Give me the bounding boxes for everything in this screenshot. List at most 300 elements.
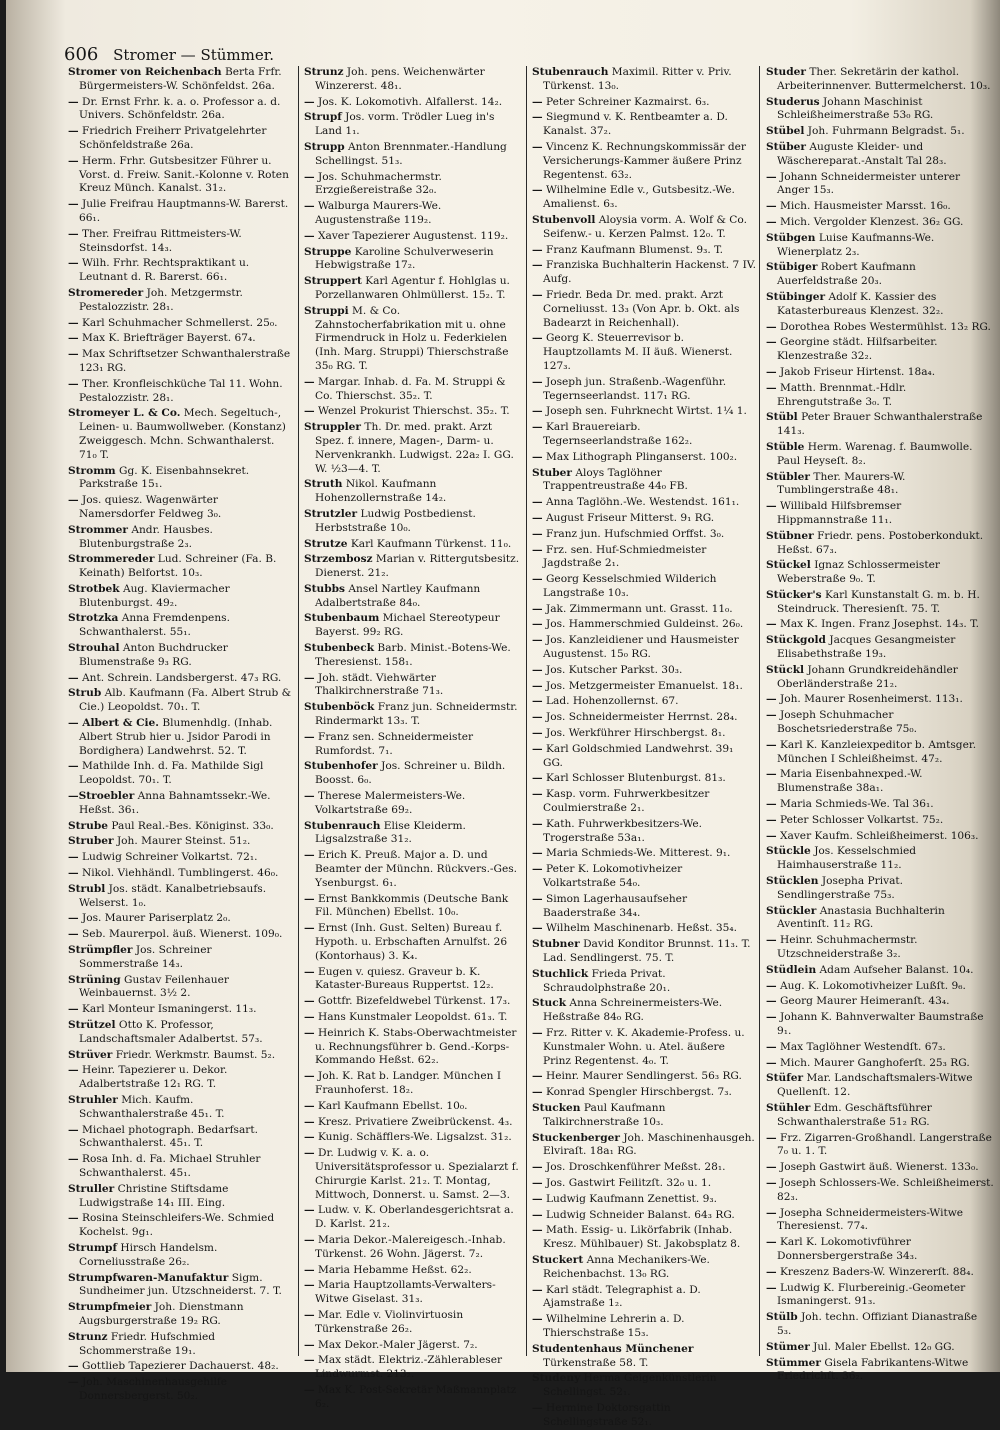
entry-details: Friedrich Freiherr Privatgelehrter Schönfeldstraße 26a. (79, 125, 267, 151)
directory-entry (532, 1086, 756, 1100)
entry-name: — (304, 922, 315, 935)
entry-name: — (304, 995, 315, 1008)
directory-entry (68, 1242, 292, 1270)
directory-entry (304, 583, 522, 611)
directory-entry (68, 1153, 292, 1181)
directory-entry (532, 259, 756, 287)
entry-details: Karl Schlosser Blutenburgst. 81₃. (545, 772, 726, 785)
entry-details: Joh. Maschinenhausgeh. Elviraſt. 18a₁ RG. (543, 1131, 755, 1158)
entry-details: Aug. Klaviermacher Blutenburgst. 49₂. (79, 582, 230, 609)
entry-name: — (532, 892, 543, 905)
entry-details: Wilhelmine Lehrerin a. D. Thierschstraße 15₃. (543, 1313, 685, 1339)
entry-name: — (766, 1011, 777, 1024)
entry-details: Joseph Gastwirt äuß. Wienerst. 133₀. (779, 1161, 979, 1174)
entry-details: Jos. Gastwirt Feilitzſt. 32₀ u. 1. (545, 1176, 712, 1189)
entry-name: — (766, 798, 777, 811)
directory-entry (68, 974, 292, 1002)
directory-entry (766, 964, 994, 978)
entry-details: Michael Stereotypeur Bayerst. 99₂ RG. (315, 612, 500, 639)
directory-entry (68, 66, 292, 94)
directory-entry (304, 1100, 522, 1114)
entry-name: — (532, 1401, 543, 1414)
entry-name: Strützel (68, 1019, 116, 1031)
directory-entry (304, 1116, 522, 1130)
entry-name: — (532, 863, 543, 876)
column-divider (759, 66, 760, 1356)
entry-details: Ludwig Schreiner Volkartst. 72₁. (81, 851, 258, 864)
entry-name: — (68, 1360, 79, 1373)
column-1 (68, 66, 292, 1402)
directory-entry (68, 378, 292, 406)
directory-entry (532, 634, 756, 662)
directory-entry (532, 289, 756, 330)
entry-details: Lud. Schreiner (Fa. B. Keinath) Belfortst. 10₃. (79, 553, 277, 580)
directory-page (6, 0, 1000, 1428)
entry-details: Anna Bahnamtssekr.-We. Heßst. 36₁. (79, 790, 271, 816)
entry-name: Strotzka (68, 612, 119, 625)
entry-details: Georg K. Steuerrevisor b. Hauptzollamts M. II äuß. Wienerst. 127₃. (543, 332, 733, 372)
entry-name: — (304, 1308, 315, 1321)
directory-entry (532, 451, 756, 465)
directory-entry (766, 66, 994, 94)
entry-details: Heinrich K. Stabs-Oberwachtmeister u. Rechnungsführer b. Gend.-Korps-Kommando Heßst. 62₂. (315, 1026, 517, 1067)
directory-entry (766, 814, 994, 828)
directory-entry (304, 275, 522, 303)
directory-entry (532, 818, 756, 846)
entry-name: — (532, 1224, 543, 1237)
directory-entry (766, 830, 994, 844)
directory-entry (532, 214, 756, 242)
entry-name: Strzembosz (304, 553, 373, 566)
entry-details: Jos. Schneidermeister Herrnst. 28₄. (545, 711, 738, 724)
entry-name: — (304, 1099, 315, 1112)
entry-name: Strüver (68, 1048, 113, 1061)
entry-details: Anna Mechanikers-We. Reichenbachst. 13₀ RG. (543, 1253, 710, 1280)
entry-name: Strutze (304, 537, 348, 550)
directory-entry (766, 382, 994, 410)
entry-name: — (304, 95, 315, 108)
entry-name: Stubbs (304, 582, 346, 595)
entry-name: — (532, 140, 543, 153)
entry-name: — (68, 760, 79, 773)
entry-details: Friedr. Werkmstr. Baumst. 5₂. (115, 1048, 276, 1061)
directory-entry (304, 612, 522, 640)
entry-name: Strumpf (68, 1241, 118, 1254)
entry-name: — (766, 200, 777, 213)
entry-details: Karl Kaufmann Ebellst. 10₀. (317, 1099, 468, 1112)
directory-entry (532, 244, 756, 258)
directory-entry (304, 1309, 522, 1337)
entry-details: Karl Kunstanstalt G. m. b. H. Steindruck. Theresienſt. 75. T. (777, 588, 980, 615)
directory-entry (304, 1027, 522, 1068)
entry-details: Dorothea Robes Westermühlst. 13₂ RG. (779, 320, 991, 333)
column-3 (532, 66, 756, 1428)
entry-details: Jak. Zimmermann unt. Grasst. 11₀. (545, 602, 733, 615)
entry-details: Max Lithograph Plinganserst. 100₂. (545, 450, 738, 463)
directory-entry (304, 478, 522, 506)
directory-entry (766, 200, 994, 214)
entry-name: — (766, 1056, 777, 1069)
entry-name: — (766, 995, 777, 1008)
entry-name: — (532, 634, 543, 647)
directory-entry (532, 711, 756, 725)
directory-entry (68, 553, 292, 581)
entry-name: — (532, 375, 543, 388)
entry-name: — (766, 709, 777, 722)
column-2 (304, 66, 522, 1410)
directory-entry (68, 1003, 292, 1017)
directory-entry (304, 421, 522, 476)
entry-details: Joh. K. Rat b. Landger. München I Fraunhoferst. 18₂. (315, 1070, 502, 1096)
entry-name: Studentenhaus Münchener (532, 1342, 694, 1355)
directory-entry (532, 141, 756, 182)
entry-details: Blumenhdlg. (Inhab. Albert Strub hier u. Jsidor Parodi in Bordighera) Landwehrst. 52. T. (79, 717, 273, 757)
directory-entry (766, 1207, 994, 1235)
directory-entry (68, 717, 292, 758)
entry-name: Stüdlein (766, 963, 817, 976)
entry-name: Stucken (532, 1101, 581, 1114)
entry-name: — (532, 1176, 543, 1189)
directory-entry (766, 96, 994, 124)
entry-details: Maria Hebamme Heßst. 62₂. (317, 1263, 472, 1276)
directory-entry (68, 790, 292, 818)
entry-details: Franz jun. Schneidermstr. Rindermarkt 13₃. T. (315, 701, 518, 728)
entry-name: — (766, 1131, 777, 1144)
entry-details: Karoline Schulverweserin Hebwigstraße 17₂. (315, 245, 494, 272)
entry-details: Ther. Kronfleischküche Tal 11. Wohn. Pestalozzistr. 28₁. (79, 377, 283, 404)
directory-entry (304, 731, 522, 759)
entry-details: Wenzel Prokurist Thierschst. 35₂. T. (317, 405, 510, 418)
entry-name: — (532, 711, 543, 724)
entry-name: Studer (766, 66, 806, 78)
entry-details: Christine Stiftsdame Ludwigstraße 14₁ III. Eing. (79, 1182, 229, 1209)
entry-details: Peter Schreiner Kazmairst. 6₃. (545, 95, 710, 108)
entry-details: August Friseur Mitterst. 9₁ RG. (545, 511, 715, 524)
directory-entry (532, 743, 756, 771)
directory-entry (68, 612, 292, 640)
entry-name: — (532, 1313, 543, 1326)
entry-name: — (532, 663, 543, 676)
directory-entry (304, 66, 522, 94)
entry-name: — (68, 494, 79, 507)
directory-entry (766, 336, 994, 364)
directory-entry (766, 1282, 994, 1310)
entry-details: Gisela Fabrikantens-Witwe Friedrichſt. 36₂. (777, 1356, 969, 1383)
entry-details: Franziska Buchhalterin Hackenst. 7 IV. Aufg. (543, 259, 756, 286)
directory-entry (766, 1266, 994, 1280)
directory-entry (304, 538, 522, 552)
directory-entry (304, 1131, 522, 1145)
directory-entry (304, 1279, 522, 1307)
entry-details: Jos. Schreiner Sommerstraße 14₃. (79, 944, 212, 970)
directory-entry (532, 1070, 756, 1084)
entry-name: — (532, 1027, 543, 1039)
directory-entry (532, 332, 756, 373)
entry-details: Heinr. Schuhmachermstr. Utzschneiderstraße 3₂. (777, 934, 918, 961)
directory-entry (766, 693, 994, 707)
entry-name: Strommereder (68, 553, 155, 566)
directory-entry (766, 875, 994, 903)
entry-details: Jos. Kesselschmied Haimhauserstraße 11₂. (777, 845, 917, 872)
entry-name: — (766, 768, 777, 781)
directory-entry (532, 1284, 756, 1312)
entry-name: Stümmer (766, 1356, 821, 1369)
directory-entry (304, 246, 522, 274)
directory-entry (532, 727, 756, 741)
entry-name: — (532, 727, 543, 740)
page-header (64, 44, 274, 65)
entry-details: Joh. städt. Viehwärter Thalkirchnerstraße 71₃. (315, 671, 444, 698)
entry-details: Anastasia Buchhalterin Aventinſt. 11₂ RG. (777, 904, 945, 931)
directory-entry (68, 524, 292, 552)
entry-name: Struppler (304, 421, 361, 434)
entry-details: Johann Maschinist Schleißheimerstraße 53₀ RG. (777, 95, 934, 122)
entry-name: Stückgold (766, 634, 826, 647)
entry-name: Stuckert (532, 1253, 584, 1266)
entry-details: Auguste Kleider- und Wäschereparat.-Anstalt Tal 28₃. (777, 140, 947, 167)
entry-name: — (304, 375, 315, 388)
entry-name: — (304, 1115, 315, 1128)
directory-entry (304, 200, 522, 228)
entry-details: Mar. Edle v. Violinvirtuosin Türkenstraße 26₂. (315, 1308, 464, 1335)
entry-details: Maria Schmieds-We. Tal 36₁. (779, 798, 934, 811)
directory-entry (766, 618, 994, 632)
entry-details: Walburga Maurers-We. Augustenstraße 119₂. (315, 200, 442, 226)
directory-entry (304, 922, 522, 963)
entry-name: — (766, 1206, 777, 1219)
entry-details: Georg Maurer Heimeranſt. 43₄. (779, 995, 950, 1008)
entry-name: Stromereder (68, 286, 144, 299)
entry-details: Nikol. Kaufmann Hohenzollernstraße 14₂. (315, 478, 447, 505)
entry-name: Stübner (766, 529, 814, 542)
entry-details: Konrad Spengler Hirschbergst. 7₃. (545, 1086, 732, 1099)
entry-details: Joh. Maurer Rosenheimerst. 113₁. (779, 693, 963, 706)
entry-name: — (532, 111, 543, 124)
entry-details: Gustav Feilenhauer Weinbauernst. 3½ 2. (79, 973, 229, 1000)
entry-details: Mar. Landschaftsmalers-Witwe Quellenſt. 12. (777, 1072, 973, 1099)
entry-details: Karl K. Lokomotivführer Donnersbergerstraße 34₃. (777, 1236, 918, 1262)
directory-entry (68, 287, 292, 315)
directory-entry (68, 1064, 292, 1092)
entry-name: — (68, 1212, 79, 1225)
entry-name: — (532, 679, 543, 692)
entry-name: — (532, 332, 543, 345)
entry-details: Jos. städt. Kanalbetriebsaufs. Welserst. 1₀. (79, 882, 267, 909)
entry-name: — (68, 154, 79, 167)
entry-name: — (68, 316, 79, 329)
entry-details: Michael photograph. Bedarfsart. Schwanthalerst. 45₁. T. (79, 1123, 258, 1150)
entry-details: Jos. Metzgermeister Emanuelst. 18₁. (545, 679, 743, 692)
entry-details: Joh. Metzgermstr. Pestalozzistr. 28₁. (79, 286, 243, 313)
entry-name: Stückler (766, 904, 817, 917)
directory-entry (766, 216, 994, 230)
entry-details: Maria Schmieds-We. Mitterest. 9₁. (545, 847, 731, 860)
directory-entry (766, 261, 994, 289)
entry-details: Türkenstraße 58. T. (543, 1356, 649, 1369)
directory-entry (68, 155, 292, 196)
entry-details: Kath. Fuhrwerkbesitzers-We. Trogerstraße 53a₁. (543, 817, 703, 844)
entry-details: Matth. Brennmat.-Hdlr. Ehrengutstraße 3₀. T. (777, 381, 907, 408)
directory-entry (68, 1272, 292, 1300)
entry-details: Hans Kunstmaler Leopoldst. 61₃. T. (317, 1011, 508, 1023)
entry-name: — (532, 847, 543, 860)
entry-details: Kasp. vorm. Fuhrwerkbesitzer Coulmierstraße 2₁. (543, 788, 710, 815)
entry-name: — (532, 1283, 543, 1296)
entry-details: Frz. Ritter v. K. Akademie-Profess. u. Kunstmaler Wohn. u. Atel. äußere Prinz Regentenst. 4₀. T. (543, 1027, 745, 1067)
directory-entry (532, 922, 756, 936)
entry-name: — (532, 573, 543, 586)
entry-details: Johann K. Bahnverwalter Baumstraße 9₁. (777, 1011, 984, 1037)
entry-name: — (766, 738, 777, 751)
entry-details: Frz. sen. Huf-Schmiedmeister Jagdstraße 2₁. (543, 543, 707, 570)
entry-name: Stuchlick (532, 967, 589, 980)
entry-details: Heinr. Tapezierer u. Dekor. Adalbertstraße 12₁ RG. T. (79, 1064, 228, 1091)
directory-entry (68, 348, 292, 376)
entry-name: — (68, 125, 79, 138)
entry-name: — (68, 1064, 79, 1077)
directory-entry (532, 997, 756, 1025)
directory-entry (766, 739, 994, 767)
entry-details: Anna Schreinermeisters-We. Heßstraße 84₀ RG. (543, 997, 723, 1024)
entry-details: Jos. Maurer Pariserplatz 2₀. (81, 912, 231, 925)
directory-entry (766, 1057, 994, 1071)
directory-entry (304, 111, 522, 139)
entry-details: Johann Grundkreidehändler Oberländerstraße 21₂. (777, 663, 958, 690)
entry-name: Stümer (766, 1340, 810, 1353)
entry-name: — Albert & Cie. (68, 717, 159, 730)
directory-entry (304, 376, 522, 404)
entry-name: Strunz (304, 66, 344, 78)
entry-details: Simon Lagerhausaufseher Baaderstraße 34₄. (543, 892, 688, 919)
directory-entry (68, 672, 292, 686)
entry-name: — (766, 693, 777, 706)
entry-name: — (68, 377, 79, 390)
entry-details: Jul. Maler Ebellst. 12₀ GG. (813, 1340, 955, 1353)
entry-details: Jos. Werkführer Hirschbergst. 8₁. (545, 727, 726, 740)
directory-entry (766, 845, 994, 873)
directory-entry (532, 1193, 756, 1207)
entry-details: Hermine Doktorsgattin Schellingstraße 52₁. (543, 1401, 671, 1428)
entry-name: Stubenböck (304, 701, 375, 714)
entry-name: Stubenrauch (304, 819, 381, 832)
entry-name: Stückle (766, 845, 811, 858)
entry-details: Adolf K. Kassier des Katasterbureaus Klenzest. 32₂. (777, 290, 944, 317)
entry-name: — (532, 618, 543, 631)
entry-name: — (766, 170, 777, 183)
directory-entry (68, 835, 292, 849)
entry-details: Jos. Hammerschmied Guldeinst. 26₀. (545, 618, 744, 631)
directory-entry (68, 642, 292, 670)
entry-details: Joh. techn. Offiziant Dianastraße 5₃. (777, 1311, 978, 1337)
entry-details: Ludwig Postbedienst. Herbststraße 10₀. (315, 507, 476, 534)
entry-name: — (532, 527, 543, 540)
entry-name: — (532, 243, 543, 256)
directory-entry (68, 494, 292, 522)
entry-details: Max Taglöhner Westendſt. 67₃. (779, 1040, 946, 1053)
entry-details: Mich. Hausmeister Marsst. 16₀. (779, 200, 951, 213)
entry-details: Erich K. Preuß. Major a. D. und Beamter der Münchn. Rückvers.-Ges. Ysenburgst. 6₁. (315, 849, 518, 889)
entry-details: Margar. Inhab. d. Fa. M. Struppi & Co. Thierschst. 35₂. T. (315, 375, 506, 402)
entry-details: Maximil. Ritter v. Priv. Türkenst. 13₀. (543, 66, 732, 92)
entry-details: Edm. Geschäftsführer Schwanthalerstraße 51₂ RG. (777, 1101, 932, 1128)
entry-name: Stromer von Reichenbach (68, 66, 222, 78)
directory-entry (532, 544, 756, 572)
entry-details: Vincenz K. Rechnungskommissär der Versicherungs-Kammer äußere Prinz Regentenst. 63₂. (543, 140, 746, 181)
directory-entry (304, 701, 522, 729)
directory-entry (532, 1132, 756, 1160)
directory-entry (304, 405, 522, 419)
directory-entry (766, 232, 994, 260)
directory-entry (304, 1011, 522, 1025)
entry-details: Adam Aufseher Balanst. 10₄. (819, 963, 974, 976)
entry-name: — (766, 1176, 777, 1189)
entry-name: Stücklen (766, 875, 819, 888)
directory-entry (532, 512, 756, 526)
entry-name: — (532, 1208, 543, 1221)
entry-details: Frz. Zigarren-Großhandl. Langerstraße 7₀ u. 1. T. (777, 1131, 992, 1158)
directory-entry (766, 905, 994, 933)
entry-name: Stubenrauch (532, 66, 609, 78)
entry-name: — (304, 200, 315, 213)
entry-details: Karl K. Kanzleiexpeditor b. Amtsger. München I Schleißheimst. 47₂. (777, 738, 977, 765)
entry-name: Struppert (304, 275, 362, 288)
entry-name: — (304, 1279, 315, 1292)
entry-details: Barb. Minist.-Botens-We. Theresienst. 158₁. (315, 642, 511, 668)
entry-details: Ernst (Inh. Gust. Selten) Bureau f. Hypoth. u. Erbschaften Arnulfst. 26 (Kontorhaus) 3. K₄. (315, 922, 508, 962)
entry-details: Max Schriftsetzer Schwanthalerstraße 123₁ RG. (79, 348, 291, 374)
directory-entry (68, 465, 292, 493)
directory-entry (532, 96, 756, 110)
entry-name: — (766, 336, 777, 349)
entry-details: David Konditor Brunnst. 11₃. T. Lad. Sendlingerst. 75. T. (543, 938, 751, 965)
directory-entry (766, 321, 994, 335)
entry-details: Kreszenz Baders-W. Winzererſt. 88₄. (779, 1265, 974, 1278)
entry-name: Stubenhofer (304, 760, 378, 773)
entry-name: Strub (68, 687, 102, 700)
directory-entry (304, 508, 522, 536)
entry-name: — (304, 405, 315, 418)
entry-details: Max Dekor.-Maler Jägerst. 7₂. (317, 1338, 478, 1351)
directory-entry (766, 1161, 994, 1175)
entry-name: — (304, 671, 315, 684)
entry-details: Peter Brauer Schwanthalerstraße 141₃. (777, 411, 983, 438)
directory-entry (766, 1311, 994, 1339)
entry-name: Stubner (532, 938, 580, 951)
entry-details: Hirsch Handelsm. Corneliusstraße 26₂. (79, 1241, 218, 1268)
entry-details: Kresz. Privatiere Zweibrückenst. 4₃. (317, 1115, 513, 1128)
entry-name: Stülb (766, 1311, 798, 1324)
entry-details: Jos. Kutscher Parkst. 30₃. (545, 663, 683, 676)
directory-entry (68, 583, 292, 611)
directory-entry (68, 317, 292, 331)
page-number: 606 (64, 44, 99, 65)
entry-name: — (68, 851, 79, 864)
entry-name: — (766, 1161, 777, 1174)
entry-name: Stüber (766, 140, 806, 153)
entry-details: Karl Brauereiarb. Tegernseerlandstraße 162₂. (543, 421, 693, 447)
entry-name: Struth (304, 478, 343, 491)
directory-entry (68, 1094, 292, 1122)
entry-name: — (532, 922, 543, 935)
entry-details: Anton Brennmater.-Handlung Schellingst. 51₃. (315, 140, 507, 167)
directory-entry (532, 1224, 756, 1252)
entry-details: Karl Agentur f. Hohlglas u. Porzellanwaren Ohlmüllerst. 15₂. T. (315, 275, 510, 301)
entry-name: Struber (68, 835, 114, 848)
directory-entry (766, 589, 994, 617)
entry-details: Joseph sen. Fuhrknecht Wirtst. 1¼ 1. (545, 405, 747, 418)
entry-name: — (304, 790, 315, 803)
directory-entry (766, 1011, 994, 1039)
